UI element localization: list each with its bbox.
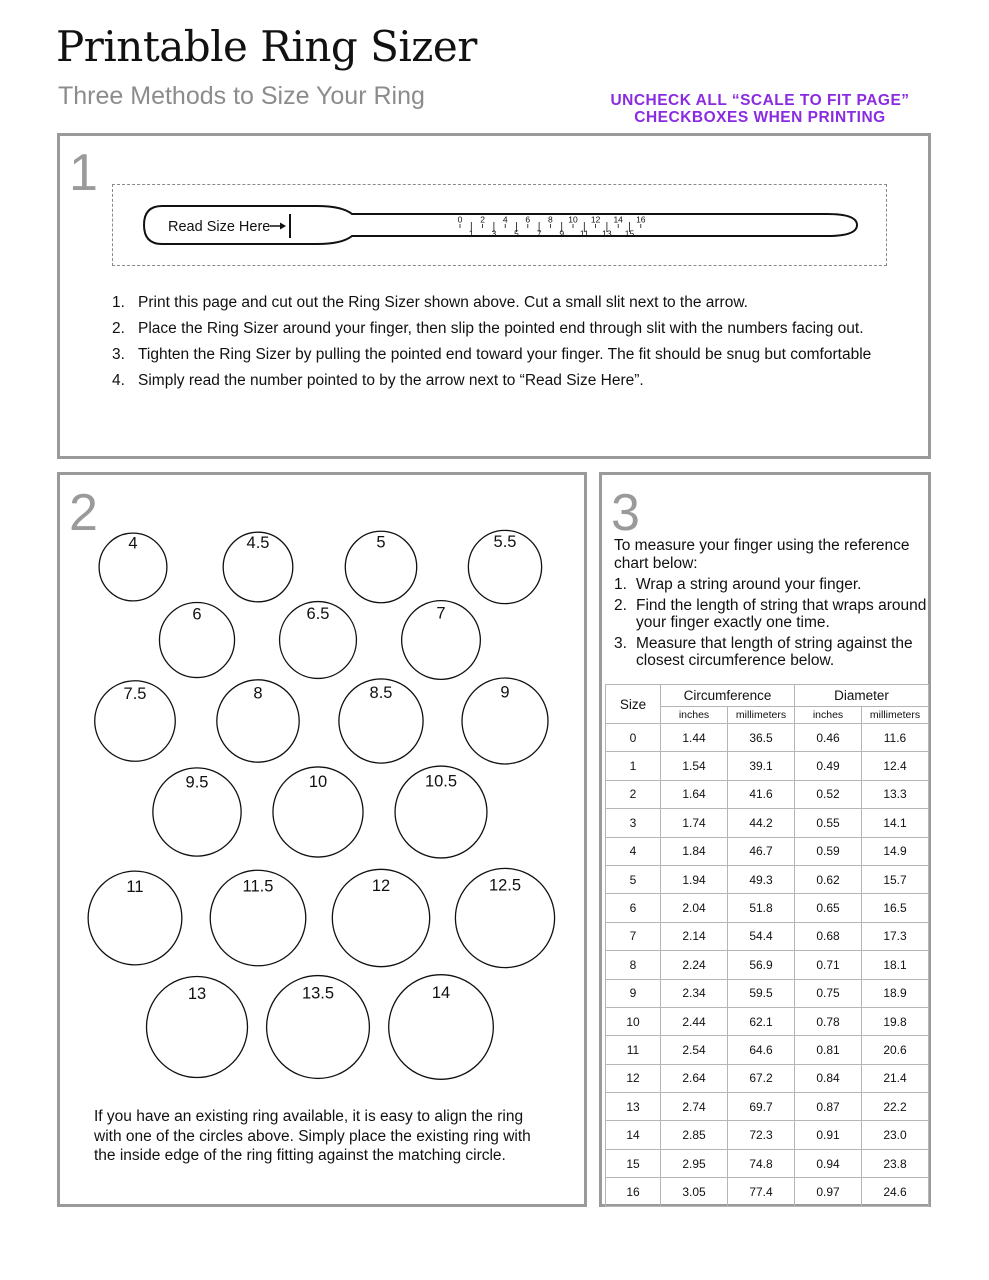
table-row xyxy=(606,1064,929,1092)
table-row xyxy=(606,837,929,865)
ring-size-label: 9.5 xyxy=(185,773,209,792)
table-cell: 0 xyxy=(606,724,661,752)
table-cell: 0.52 xyxy=(795,780,862,808)
table-cell: 18.1 xyxy=(862,951,929,979)
table-cell: 16.5 xyxy=(862,894,929,922)
page-title: Printable Ring Sizer xyxy=(56,22,477,71)
table-cell: 13 xyxy=(606,1093,661,1121)
table-cell: 2.14 xyxy=(661,922,728,950)
table-cell: 9 xyxy=(606,979,661,1007)
method-1-number: 1 xyxy=(69,144,98,202)
table-cell: 2.54 xyxy=(661,1036,728,1064)
table-cell: 74.8 xyxy=(728,1149,795,1177)
ring-size-label: 4.5 xyxy=(246,533,270,552)
ring-size-label: 8.5 xyxy=(369,683,393,702)
table-cell: 3.05 xyxy=(661,1178,728,1206)
table-cell: 67.2 xyxy=(728,1064,795,1092)
table-cell: 39.1 xyxy=(728,752,795,780)
scale-label: 1 xyxy=(468,228,474,239)
table-cell: 10 xyxy=(606,1007,661,1035)
table-cell: 49.3 xyxy=(728,865,795,893)
table-cell: 0.49 xyxy=(795,752,862,780)
table-cell: 1 xyxy=(606,752,661,780)
table-cell: 14.1 xyxy=(862,809,929,837)
table-cell: 15.7 xyxy=(862,865,929,893)
method-1-steps xyxy=(112,294,892,398)
ring-size-label: 9 xyxy=(500,683,510,702)
method-3-step: 3. Measure that length of string against the closest circumference below. xyxy=(614,634,913,669)
scale-label: 9 xyxy=(559,228,565,239)
table-cell: 6 xyxy=(606,894,661,922)
method-2-number: 2 xyxy=(69,484,98,542)
table-cell: 72.3 xyxy=(728,1121,795,1149)
table-cell: 0.71 xyxy=(795,951,862,979)
table-cell: 4 xyxy=(606,837,661,865)
table-cell: 1.64 xyxy=(661,780,728,808)
table-cell: 12.4 xyxy=(862,752,929,780)
method-1-step: 1. Print this page and cut out the Ring Sizer shown above. Cut a small slit next to the arrow. xyxy=(112,294,748,311)
table-header-circumference: Circumference xyxy=(661,685,795,707)
table-cell: 2 xyxy=(606,780,661,808)
table-cell: 46.7 xyxy=(728,837,795,865)
table-row xyxy=(606,922,929,950)
table-cell: 0.75 xyxy=(795,979,862,1007)
ring-size-label: 13.5 xyxy=(301,984,335,1003)
table-cell: 22.2 xyxy=(862,1093,929,1121)
scale-label: 0 xyxy=(457,214,463,225)
ring-size-label: 10.5 xyxy=(424,772,458,791)
ring-size-label: 7.5 xyxy=(123,684,147,703)
table-cell: 0.97 xyxy=(795,1178,862,1206)
print-warning-line-2: CHECKBOXES WHEN PRINTING xyxy=(634,109,886,126)
table-cell: 1.74 xyxy=(661,809,728,837)
table-cell: 1.54 xyxy=(661,752,728,780)
ring-size-label: 5.5 xyxy=(493,532,517,551)
ring-size-label: 12.5 xyxy=(488,876,522,895)
table-subheader-millimeters: millimeters xyxy=(862,707,929,724)
table-cell: 0.55 xyxy=(795,809,862,837)
sizer-label: Read Size Here xyxy=(168,219,271,235)
table-cell: 7 xyxy=(606,922,661,950)
ring-size-label: 5 xyxy=(376,533,386,552)
table-cell: 24.6 xyxy=(862,1178,929,1206)
method-2-note: If you have an existing ring available, it is easy to align the ring with one of the circles above. Simply place the existing ring with the inside edge of the ring fitting against the matching circle. xyxy=(94,1108,531,1164)
table-cell: 2.85 xyxy=(661,1121,728,1149)
table-cell: 2.44 xyxy=(661,1007,728,1035)
table-row xyxy=(606,894,929,922)
table-cell: 77.4 xyxy=(728,1178,795,1206)
method-2-panel xyxy=(57,472,587,1207)
table-cell: 11.6 xyxy=(862,724,929,752)
table-cell: 0.59 xyxy=(795,837,862,865)
table-header-diameter: Diameter xyxy=(795,685,929,707)
table-cell: 69.7 xyxy=(728,1093,795,1121)
table-subheader-inches: inches xyxy=(795,707,862,724)
scale-label: 12 xyxy=(590,214,601,225)
table-cell: 0.62 xyxy=(795,865,862,893)
table-cell: 41.6 xyxy=(728,780,795,808)
table-cell: 0.94 xyxy=(795,1149,862,1177)
table-row xyxy=(606,1007,929,1035)
table-cell: 8 xyxy=(606,951,661,979)
scale-label: 10 xyxy=(568,214,578,225)
table-cell: 56.9 xyxy=(728,951,795,979)
scale-label: 3 xyxy=(491,228,497,239)
scale-label: 14 xyxy=(613,214,623,225)
ring-size-label: 7 xyxy=(436,604,446,623)
table-row xyxy=(606,951,929,979)
method-1-step: 2. Place the Ring Sizer around your finger, then slip the pointed end through slit with the numbers facing out. xyxy=(112,320,864,337)
table-cell: 21.4 xyxy=(862,1064,929,1092)
table-cell: 0.84 xyxy=(795,1064,862,1092)
table-row xyxy=(606,724,929,752)
method-1-panel xyxy=(57,133,931,459)
table-cell: 2.34 xyxy=(661,979,728,1007)
method-3-panel xyxy=(599,472,931,1207)
table-cell: 44.2 xyxy=(728,809,795,837)
table-row xyxy=(606,780,929,808)
method-3-intro: To measure your finger using the reference chart below: xyxy=(614,537,910,572)
table-cell: 0.91 xyxy=(795,1121,862,1149)
table-cell: 2.04 xyxy=(661,894,728,922)
ring-size-label: 12 xyxy=(371,877,391,896)
table-cell: 64.6 xyxy=(728,1036,795,1064)
ring-size-label: 6 xyxy=(192,605,202,624)
scale-label: 8 xyxy=(548,214,553,225)
table-row xyxy=(606,809,929,837)
table-body xyxy=(606,724,929,1207)
table-cell: 20.6 xyxy=(862,1036,929,1064)
scale-label: 6 xyxy=(525,214,531,225)
table-cell: 23.8 xyxy=(862,1149,929,1177)
table-cell: 0.87 xyxy=(795,1093,862,1121)
scale-label: 15 xyxy=(624,228,635,239)
table-row xyxy=(606,1121,929,1149)
table-cell: 19.8 xyxy=(862,1007,929,1035)
table-row xyxy=(606,1093,929,1121)
ring-size-label: 11 xyxy=(126,878,144,897)
table-cell: 2.74 xyxy=(661,1093,728,1121)
table-row xyxy=(606,979,929,1007)
method-3-number: 3 xyxy=(611,484,640,542)
scale-label: 2 xyxy=(480,214,485,225)
table-cell: 2.64 xyxy=(661,1064,728,1092)
table-cell: 14 xyxy=(606,1121,661,1149)
ring-size-label: 6.5 xyxy=(306,604,330,623)
ring-sizer-strip xyxy=(112,184,887,266)
table-cell: 18.9 xyxy=(862,979,929,1007)
table-cell: 3 xyxy=(606,809,661,837)
table-cell: 2.95 xyxy=(661,1149,728,1177)
table-row xyxy=(606,1178,929,1206)
table-cell: 0.65 xyxy=(795,894,862,922)
ring-size-label: 4 xyxy=(128,534,138,553)
method-3-steps xyxy=(614,576,930,673)
ring-size-label: 13 xyxy=(187,985,207,1004)
table-cell: 1.94 xyxy=(661,865,728,893)
scale-label: 13 xyxy=(602,228,612,239)
print-warning xyxy=(600,92,920,126)
table-cell: 1.44 xyxy=(661,724,728,752)
method-3-step: 2. Find the length of string that wraps around your finger exactly one time. xyxy=(614,596,927,631)
table-cell: 2.24 xyxy=(661,951,728,979)
scale-label: 7 xyxy=(536,228,542,239)
table-cell: 23.0 xyxy=(862,1121,929,1149)
method-1-step: 4. Simply read the number pointed to by the arrow next to “Read Size Here”. xyxy=(112,372,644,389)
table-row xyxy=(606,1036,929,1064)
table-cell: 0.46 xyxy=(795,724,862,752)
table-cell: 59.5 xyxy=(728,979,795,1007)
table-cell: 36.5 xyxy=(728,724,795,752)
ring-size-label: 14 xyxy=(431,984,451,1003)
method-1-step: 3. Tighten the Ring Sizer by pulling the pointed end toward your finger. The fit should be snug but comfortable xyxy=(112,346,872,363)
table-subheader-millimeters: millimeters xyxy=(728,707,795,724)
table-header-size: Size xyxy=(606,685,661,724)
page-subtitle: Three Methods to Size Your Ring xyxy=(58,82,425,110)
table-cell: 12 xyxy=(606,1064,661,1092)
table-cell: 16 xyxy=(606,1178,661,1206)
scale-label: 11 xyxy=(579,228,589,239)
table-cell: 0.81 xyxy=(795,1036,862,1064)
table-cell: 15 xyxy=(606,1149,661,1177)
table-cell: 13.3 xyxy=(862,780,929,808)
method-3-step: 1. Wrap a string around your finger. xyxy=(614,576,862,593)
table-cell: 54.4 xyxy=(728,922,795,950)
print-warning-line-1: UNCHECK ALL “SCALE TO FIT PAGE” xyxy=(610,92,910,109)
ring-size-label: 11.5 xyxy=(242,877,274,896)
table-row xyxy=(606,752,929,780)
table-cell: 51.8 xyxy=(728,894,795,922)
table-row xyxy=(606,865,929,893)
table-cell: 14.9 xyxy=(862,837,929,865)
scale-label: 16 xyxy=(636,214,646,225)
scale-label: 4 xyxy=(502,214,508,225)
table-subheader-inches: inches xyxy=(661,707,728,724)
table-cell: 11 xyxy=(606,1036,661,1064)
table-cell: 0.68 xyxy=(795,922,862,950)
table-cell: 0.78 xyxy=(795,1007,862,1035)
table-cell: 62.1 xyxy=(728,1007,795,1035)
ring-size-label: 10 xyxy=(308,773,328,792)
table-row xyxy=(606,1149,929,1177)
table-cell: 1.84 xyxy=(661,837,728,865)
ring-size-label: 8 xyxy=(253,684,263,703)
scale-label: 5 xyxy=(514,228,519,239)
ring-size-circles xyxy=(60,475,584,1095)
table-cell: 17.3 xyxy=(862,922,929,950)
table-cell: 5 xyxy=(606,865,661,893)
ring-size-reference-table xyxy=(605,684,929,1207)
